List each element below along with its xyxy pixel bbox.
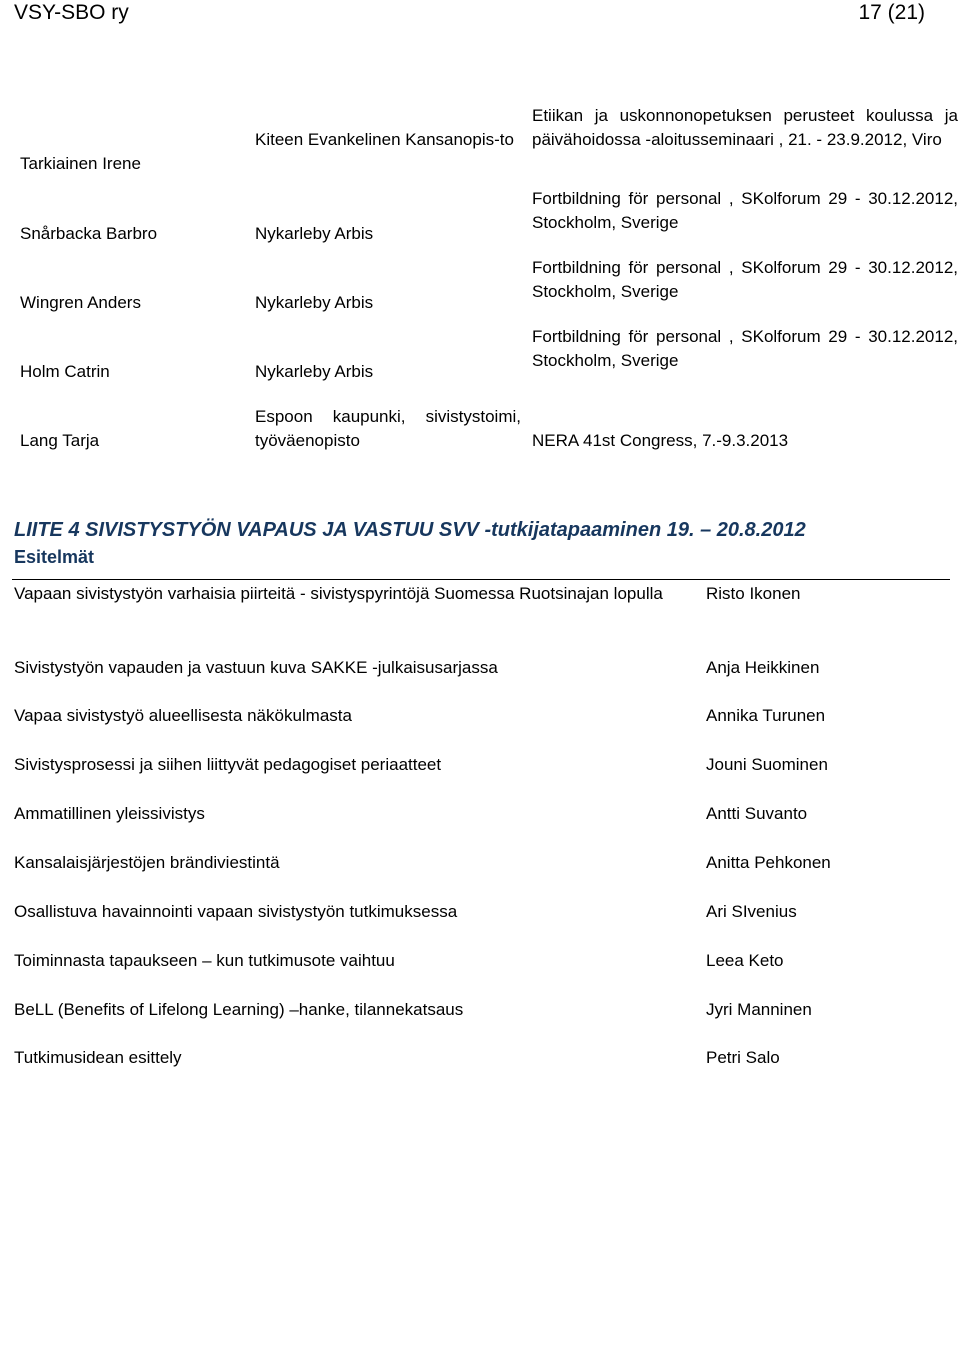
presentation-topic: Toiminnasta tapaukseen – kun tutkimusote vaihtuu xyxy=(14,951,395,970)
presentation-presenter: Anitta Pehkonen xyxy=(706,853,831,872)
presentation-topic: Sivistysprosessi ja siihen liittyvät pedagogiset periaatteet xyxy=(14,755,442,774)
appendix-subtitle: Esitelmät xyxy=(14,547,95,567)
participant-organization: Kiteen Evankelinen Kansanopis-to xyxy=(255,130,514,149)
participant-name: Holm Catrin xyxy=(20,362,110,381)
presentation-presenter: Ari SIvenius xyxy=(706,902,797,921)
presentation-topic: Osallistuva havainnointi vapaan sivistystyön tutkimuksessa xyxy=(14,902,458,921)
presentation-topic: Vapaan sivistystyön varhaisia piirteitä - sivistyspyrintöjä Suomessa Ruotsinajan lopulla xyxy=(14,584,663,603)
participant-name: Wingren Anders xyxy=(20,293,141,312)
presentation-presenter: Jyri Manninen xyxy=(706,1000,812,1019)
participant-event: Fortbildning för personal , SKolforum 29 - 30.12.2012, Stockholm, Sverige xyxy=(532,258,958,301)
presentation-presenter: Antti Suvanto xyxy=(706,804,808,823)
presentation-presenter: Petri Salo xyxy=(706,1048,780,1067)
divider-line xyxy=(12,579,950,580)
participant-organization: Nykarleby Arbis xyxy=(255,293,374,312)
presentation-topic: Sivistystyön vapauden ja vastuun kuva SAKKE -julkaisusarjassa xyxy=(14,658,498,677)
presentation-presenter: Annika Turunen xyxy=(706,706,826,725)
presentation-topic: Ammatillinen yleissivistys xyxy=(14,804,205,823)
presentation-presenter: Risto Ikonen xyxy=(706,584,801,603)
header-org: VSY-SBO ry xyxy=(14,1,129,24)
presentation-presenter: Jouni Suominen xyxy=(706,755,828,774)
participant-event: NERA 41st Congress, 7.-9.3.2013 xyxy=(532,431,789,450)
header-page-number: 17 (21) xyxy=(858,1,925,24)
presentation-topic: BeLL (Benefits of Lifelong Learning) –hanke, tilannekatsaus xyxy=(14,1000,464,1019)
presentation-topic: Tutkimusidean esittely xyxy=(14,1048,182,1067)
participant-organization: Espoon kaupunki, sivistystoimi, työväenopisto xyxy=(255,407,521,450)
participant-organization: Nykarleby Arbis xyxy=(255,224,374,243)
appendix-title: LIITE 4 SIVISTYSTYÖN VAPAUS JA VASTUU SVV -tutkijatapaaminen 19. – 20.8.2012 xyxy=(14,519,806,541)
participant-name: Lang Tarja xyxy=(20,431,100,450)
participant-event: Fortbildning för personal , SKolforum 29 - 30.12.2012, Stockholm, Sverige xyxy=(532,327,958,370)
participant-event: Fortbildning för personal , SKolforum 29 - 30.12.2012, Stockholm, Sverige xyxy=(532,189,958,232)
participant-name: Tarkiainen Irene xyxy=(20,154,141,173)
participant-organization: Nykarleby Arbis xyxy=(255,362,374,381)
presentation-presenter: Leea Keto xyxy=(706,951,784,970)
presentation-topic: Kansalaisjärjestöjen brändiviestintä xyxy=(14,853,280,872)
participant-name: Snårbacka Barbro xyxy=(20,224,158,243)
presentation-presenter: Anja Heikkinen xyxy=(706,658,820,677)
participant-event: Etiikan ja uskonnonopetuksen perusteet koulussa ja päivähoidossa -aloitusseminaari , 21. - 23.9.2012, Viro xyxy=(532,106,958,149)
presentation-topic: Vapaa sivistystyö alueellisesta näkökulmasta xyxy=(14,706,352,725)
